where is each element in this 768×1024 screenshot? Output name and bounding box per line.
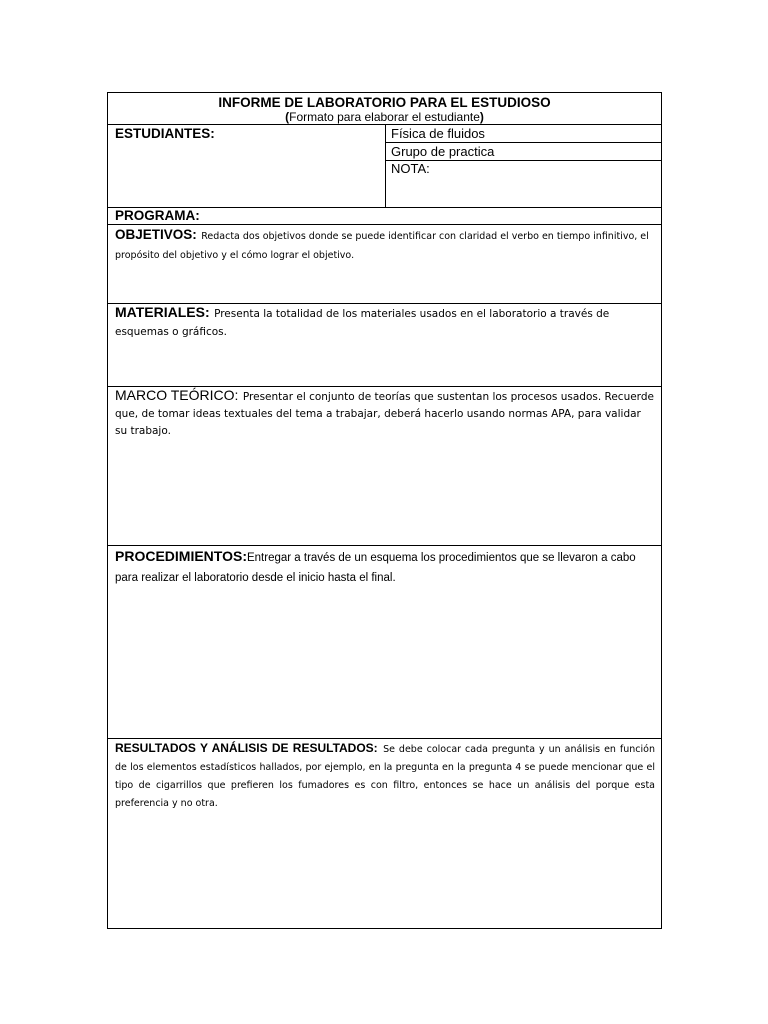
course-cell <box>385 125 661 143</box>
practice-group: Grupo de practica <box>391 144 495 159</box>
form-title: INFORME DE LABORATORIO PARA EL ESTUDIOSO <box>218 95 551 110</box>
course-name: Física de fluidos <box>391 126 485 141</box>
materials-section <box>108 304 661 387</box>
students-section <box>108 125 661 208</box>
procedures-label: PROCEDIMIENTOS: <box>115 548 247 564</box>
procedures-section <box>108 546 661 739</box>
grade-label: NOTA: <box>391 161 430 176</box>
procedures-text: Entregar a través de un esquema los procedimientos que se llevaron a cabo para realizar el laboratorio desde el inicio hasta el final. <box>115 552 636 584</box>
subtitle-open-paren: ( <box>285 110 290 124</box>
subtitle-close-paren: ) <box>479 110 484 124</box>
students-label: ESTUDIANTES: <box>115 126 215 141</box>
group-cell <box>385 143 661 161</box>
program-label: PROGRAMA: <box>115 208 200 223</box>
theory-text: Presentar el conjunto de teorías que sustentan los procesos usados. Recuerde que, de tomar ideas textuales del tema a trabajar, deberá hacerlo usando normas APA, para validar su trabajo. <box>115 391 654 437</box>
theory-label: MARCO TEÓRICO: <box>115 387 239 403</box>
grade-cell <box>385 161 661 208</box>
form-header <box>108 93 661 125</box>
results-section <box>108 739 661 928</box>
objectives-text: Redacta dos objetivos donde se puede identificar con claridad el verbo en tiempo infinitivo, el propósito del objetivo y el cómo lograr el objetivo. <box>115 231 649 261</box>
materials-text: Presenta la totalidad de los materiales usados en el laboratorio a través de esquemas o gráficos. <box>115 308 610 338</box>
subtitle-text: Formato para elaborar el estudiante <box>289 110 480 124</box>
results-label: RESULTADOS Y ANÁLISIS DE RESULTADOS: <box>115 741 378 755</box>
program-section <box>108 208 661 225</box>
lab-report-form <box>107 92 662 929</box>
objectives-label: OBJETIVOS: <box>115 227 197 242</box>
form-subtitle <box>108 110 661 124</box>
results-text: Se debe colocar cada pregunta y un análisis en función de los elementos estadísticos hallados, por ejemplo, en la pregunta en la pregunta 4 se puede mencionar que el tipo de cigarrillos que prefieren los fumadores es con filtro, entonces se hace un análisis del porque esta preferencia y no otra. <box>115 744 655 809</box>
theory-section <box>108 387 661 546</box>
materials-label: MATERIALES: <box>115 304 210 320</box>
objectives-section <box>108 225 661 304</box>
